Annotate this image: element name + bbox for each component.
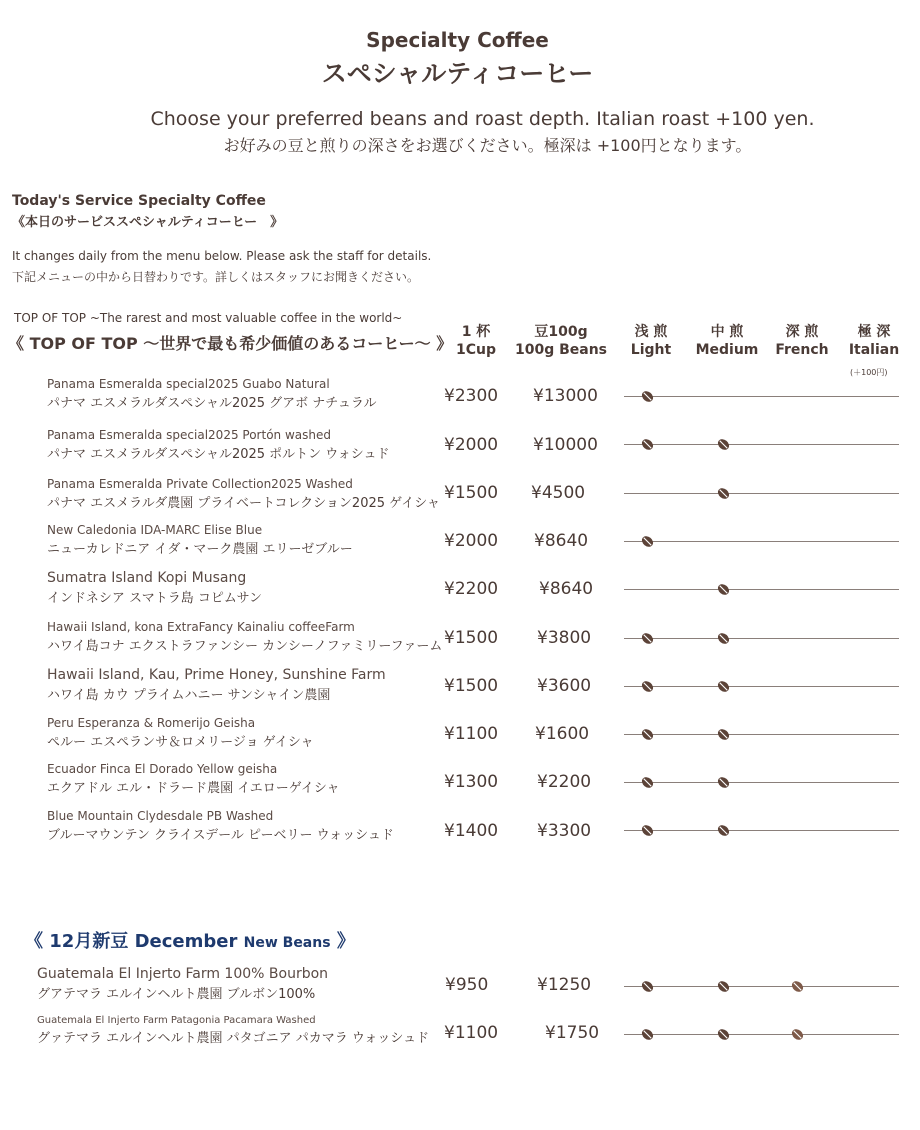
coffee-name-jp: ニューカレドニア イダ・マーク農園 エリーゼブルー: [47, 542, 353, 557]
roast-scale-line: [624, 541, 899, 542]
price-cup: ¥2000: [444, 531, 499, 551]
column-header-medium-jp: 中 煎: [710, 324, 744, 340]
coffee-name-en: Panama Esmeralda special2025 Portón washed: [47, 428, 331, 442]
column-header-italian: [843, 323, 905, 359]
price-beans: ¥8640: [534, 531, 589, 551]
coffee-name-jp: エクアドル エル・ドラード農園 イエローゲイシャ: [47, 781, 340, 796]
column-header-beans: [512, 323, 610, 359]
coffee-name-jp: ペルー エスペランサ＆ロメリージョ ゲイシャ: [47, 735, 314, 750]
coffee-name-jp: パナマ エスメラルダスペシャル2025 グアボ ナチュラル: [47, 396, 377, 411]
coffee-name-jp: インドネシア スマトラ島 コピムサン: [47, 591, 262, 606]
coffee-bean-icon: [716, 437, 731, 452]
new-beans-title-small: New Beans: [243, 935, 331, 951]
coffee-name-jp: ハワイ島コナ エクストラファンシー カンシーノファミリーファーム: [47, 639, 443, 654]
column-header-medium-en: Medium: [695, 342, 759, 358]
coffee-name-jp: ハワイ島 カウ プライムハニー サンシャイン農園: [47, 688, 331, 703]
coffee-name-jp: パナマ エスメラルダ農園 プライベートコレクション2025 ゲイシャ: [47, 496, 440, 511]
coffee-name-en: Panama Esmeralda Private Collection2025 Washed: [47, 477, 353, 491]
new-bean-name-en: Guatemala El Injerto Farm Patagonia Pacamara Washed: [37, 1015, 316, 1026]
roast-scale-line: [624, 734, 899, 735]
top-of-top-subtitle: TOP OF TOP ~The rarest and most valuable coffee in the world~: [14, 311, 403, 325]
coffee-name-en: Hawaii Island, kona ExtraFancy Kainaliu coffeeFarm: [47, 620, 355, 634]
price-cup: ¥1500: [444, 676, 499, 696]
price-beans: ¥2200: [537, 772, 592, 792]
price-cup: ¥1500: [444, 483, 499, 503]
coffee-name-en: Panama Esmeralda special2025 Guabo Natural: [47, 377, 330, 391]
price-beans: ¥1750: [545, 1023, 600, 1043]
coffee-name-en: Blue Mountain Clydesdale PB Washed: [47, 809, 274, 823]
roast-scale-line: [624, 493, 899, 494]
new-beans-title: [25, 927, 355, 953]
coffee-bean-icon: [640, 631, 655, 646]
price-cup: ¥2300: [444, 386, 499, 406]
roast-scale-line: [624, 396, 899, 397]
new-bean-name-en: Guatemala El Injerto Farm 100% Bourbon: [37, 966, 329, 982]
service-title-jp: 《本日のサービススペシャルティコーヒー 》: [12, 215, 284, 230]
subtitle-en: Choose your preferred beans and roast depth. Italian roast +100 yen.: [150, 108, 815, 130]
price-cup: ¥1300: [444, 772, 499, 792]
column-header-italian-jp: 極 深: [857, 324, 891, 340]
coffee-name-jp: パナマ エスメラルダスペシャル2025 ポルトン ウォシュド: [47, 447, 390, 462]
price-cup: ¥1400: [444, 821, 499, 841]
coffee-bean-icon: [790, 979, 805, 994]
price-cup: ¥2000: [444, 435, 499, 455]
coffee-bean-icon: [640, 979, 655, 994]
coffee-bean-icon: [640, 823, 655, 838]
price-beans: ¥8640: [539, 579, 594, 599]
coffee-bean-icon: [790, 1027, 805, 1042]
price-beans: ¥1600: [535, 724, 590, 744]
roast-scale-line: [624, 686, 899, 687]
column-header-beans-jp: 豆100g: [534, 324, 588, 340]
price-beans: ¥3800: [537, 628, 592, 648]
top-of-top-title: 《 TOP OF TOP ～世界で最も希少価値のあるコーヒー～ 》: [8, 334, 453, 353]
coffee-bean-icon: [640, 534, 655, 549]
column-header-light: [622, 323, 680, 359]
column-header-french: [772, 323, 832, 359]
coffee-bean-icon: [640, 389, 655, 404]
page-title-jp: スペシャルティコーヒー: [321, 59, 594, 88]
coffee-bean-icon: [716, 582, 731, 597]
coffee-name-en: Hawaii Island, Kau, Prime Honey, Sunshine Farm: [47, 667, 386, 683]
new-beans-title-open: 《: [25, 931, 50, 952]
price-beans: ¥13000: [533, 386, 598, 406]
column-header-medium: [693, 323, 761, 359]
column-header-french-en: French: [775, 342, 829, 358]
new-beans-title-close: 》: [330, 931, 355, 952]
italian-surcharge-note: (＋100円): [850, 368, 888, 377]
coffee-bean-icon: [716, 1027, 731, 1042]
coffee-bean-icon: [640, 1027, 655, 1042]
column-header-cup: [450, 323, 502, 359]
new-bean-name-jp: グアテマラ エルインヘルト農園 ブルボン100%: [37, 987, 316, 1002]
new-bean-name-jp: グァテマラ エルインヘルト農園 パタゴニア パカマラ ウォッシュド: [37, 1031, 430, 1046]
coffee-bean-icon: [716, 979, 731, 994]
price-beans: ¥4500: [531, 483, 586, 503]
coffee-name-en: Peru Esperanza & Romerijo Geisha: [47, 716, 256, 730]
column-header-light-en: Light: [630, 342, 672, 358]
service-title-en: Today's Service Specialty Coffee: [12, 193, 266, 209]
roast-scale-line: [624, 444, 899, 445]
coffee-bean-icon: [716, 727, 731, 742]
coffee-bean-icon: [716, 823, 731, 838]
coffee-bean-icon: [640, 775, 655, 790]
price-cup: ¥1100: [444, 1023, 499, 1043]
price-cup: ¥2200: [444, 579, 499, 599]
coffee-name-en: Ecuador Finca El Dorado Yellow geisha: [47, 762, 278, 776]
page-title-en: Specialty Coffee: [366, 28, 549, 52]
roast-scale-line: [624, 782, 899, 783]
roast-scale-line: [624, 830, 899, 831]
service-note-en: It changes daily from the menu below. Please ask the staff for details.: [12, 249, 432, 263]
price-beans: ¥3300: [537, 821, 592, 841]
roast-scale-line: [624, 986, 899, 987]
coffee-bean-icon: [716, 775, 731, 790]
coffee-bean-icon: [716, 486, 731, 501]
column-header-light-jp: 浅 煎: [634, 324, 668, 340]
coffee-name-en: New Caledonia IDA-MARC Elise Blue: [47, 523, 263, 537]
column-header-cup-en: 1Cup: [455, 342, 496, 358]
coffee-bean-icon: [640, 437, 655, 452]
roast-scale-line: [624, 1034, 899, 1035]
service-note-jp: 下記メニューの中から日替わりです。詳しくはスタッフにお聞きください。: [12, 270, 420, 284]
column-header-italian-en: Italian: [848, 342, 900, 358]
price-beans: ¥3600: [537, 676, 592, 696]
subtitle-jp: お好みの豆と煎りの深さをお選びください。極深は +100円となります。: [223, 136, 752, 155]
coffee-bean-icon: [640, 679, 655, 694]
column-header-cup-jp: 1 杯: [461, 324, 491, 340]
coffee-bean-icon: [716, 679, 731, 694]
price-beans: ¥1250: [537, 975, 592, 995]
coffee-bean-icon: [716, 631, 731, 646]
price-cup: ¥1500: [444, 628, 499, 648]
coffee-bean-icon: [640, 727, 655, 742]
coffee-name-jp: ブルーマウンテン クライスデール ピーベリー ウォッシュド: [47, 828, 394, 843]
roast-scale-line: [624, 638, 899, 639]
column-header-beans-en: 100g Beans: [514, 342, 608, 358]
roast-scale-line: [624, 589, 899, 590]
price-cup: ¥950: [445, 975, 489, 995]
price-cup: ¥1100: [444, 724, 499, 744]
new-beans-title-main: 12月新豆 December: [49, 931, 244, 952]
coffee-name-en: Sumatra Island Kopi Musang: [47, 570, 247, 586]
price-beans: ¥10000: [533, 435, 598, 455]
column-header-french-jp: 深 煎: [785, 324, 819, 340]
